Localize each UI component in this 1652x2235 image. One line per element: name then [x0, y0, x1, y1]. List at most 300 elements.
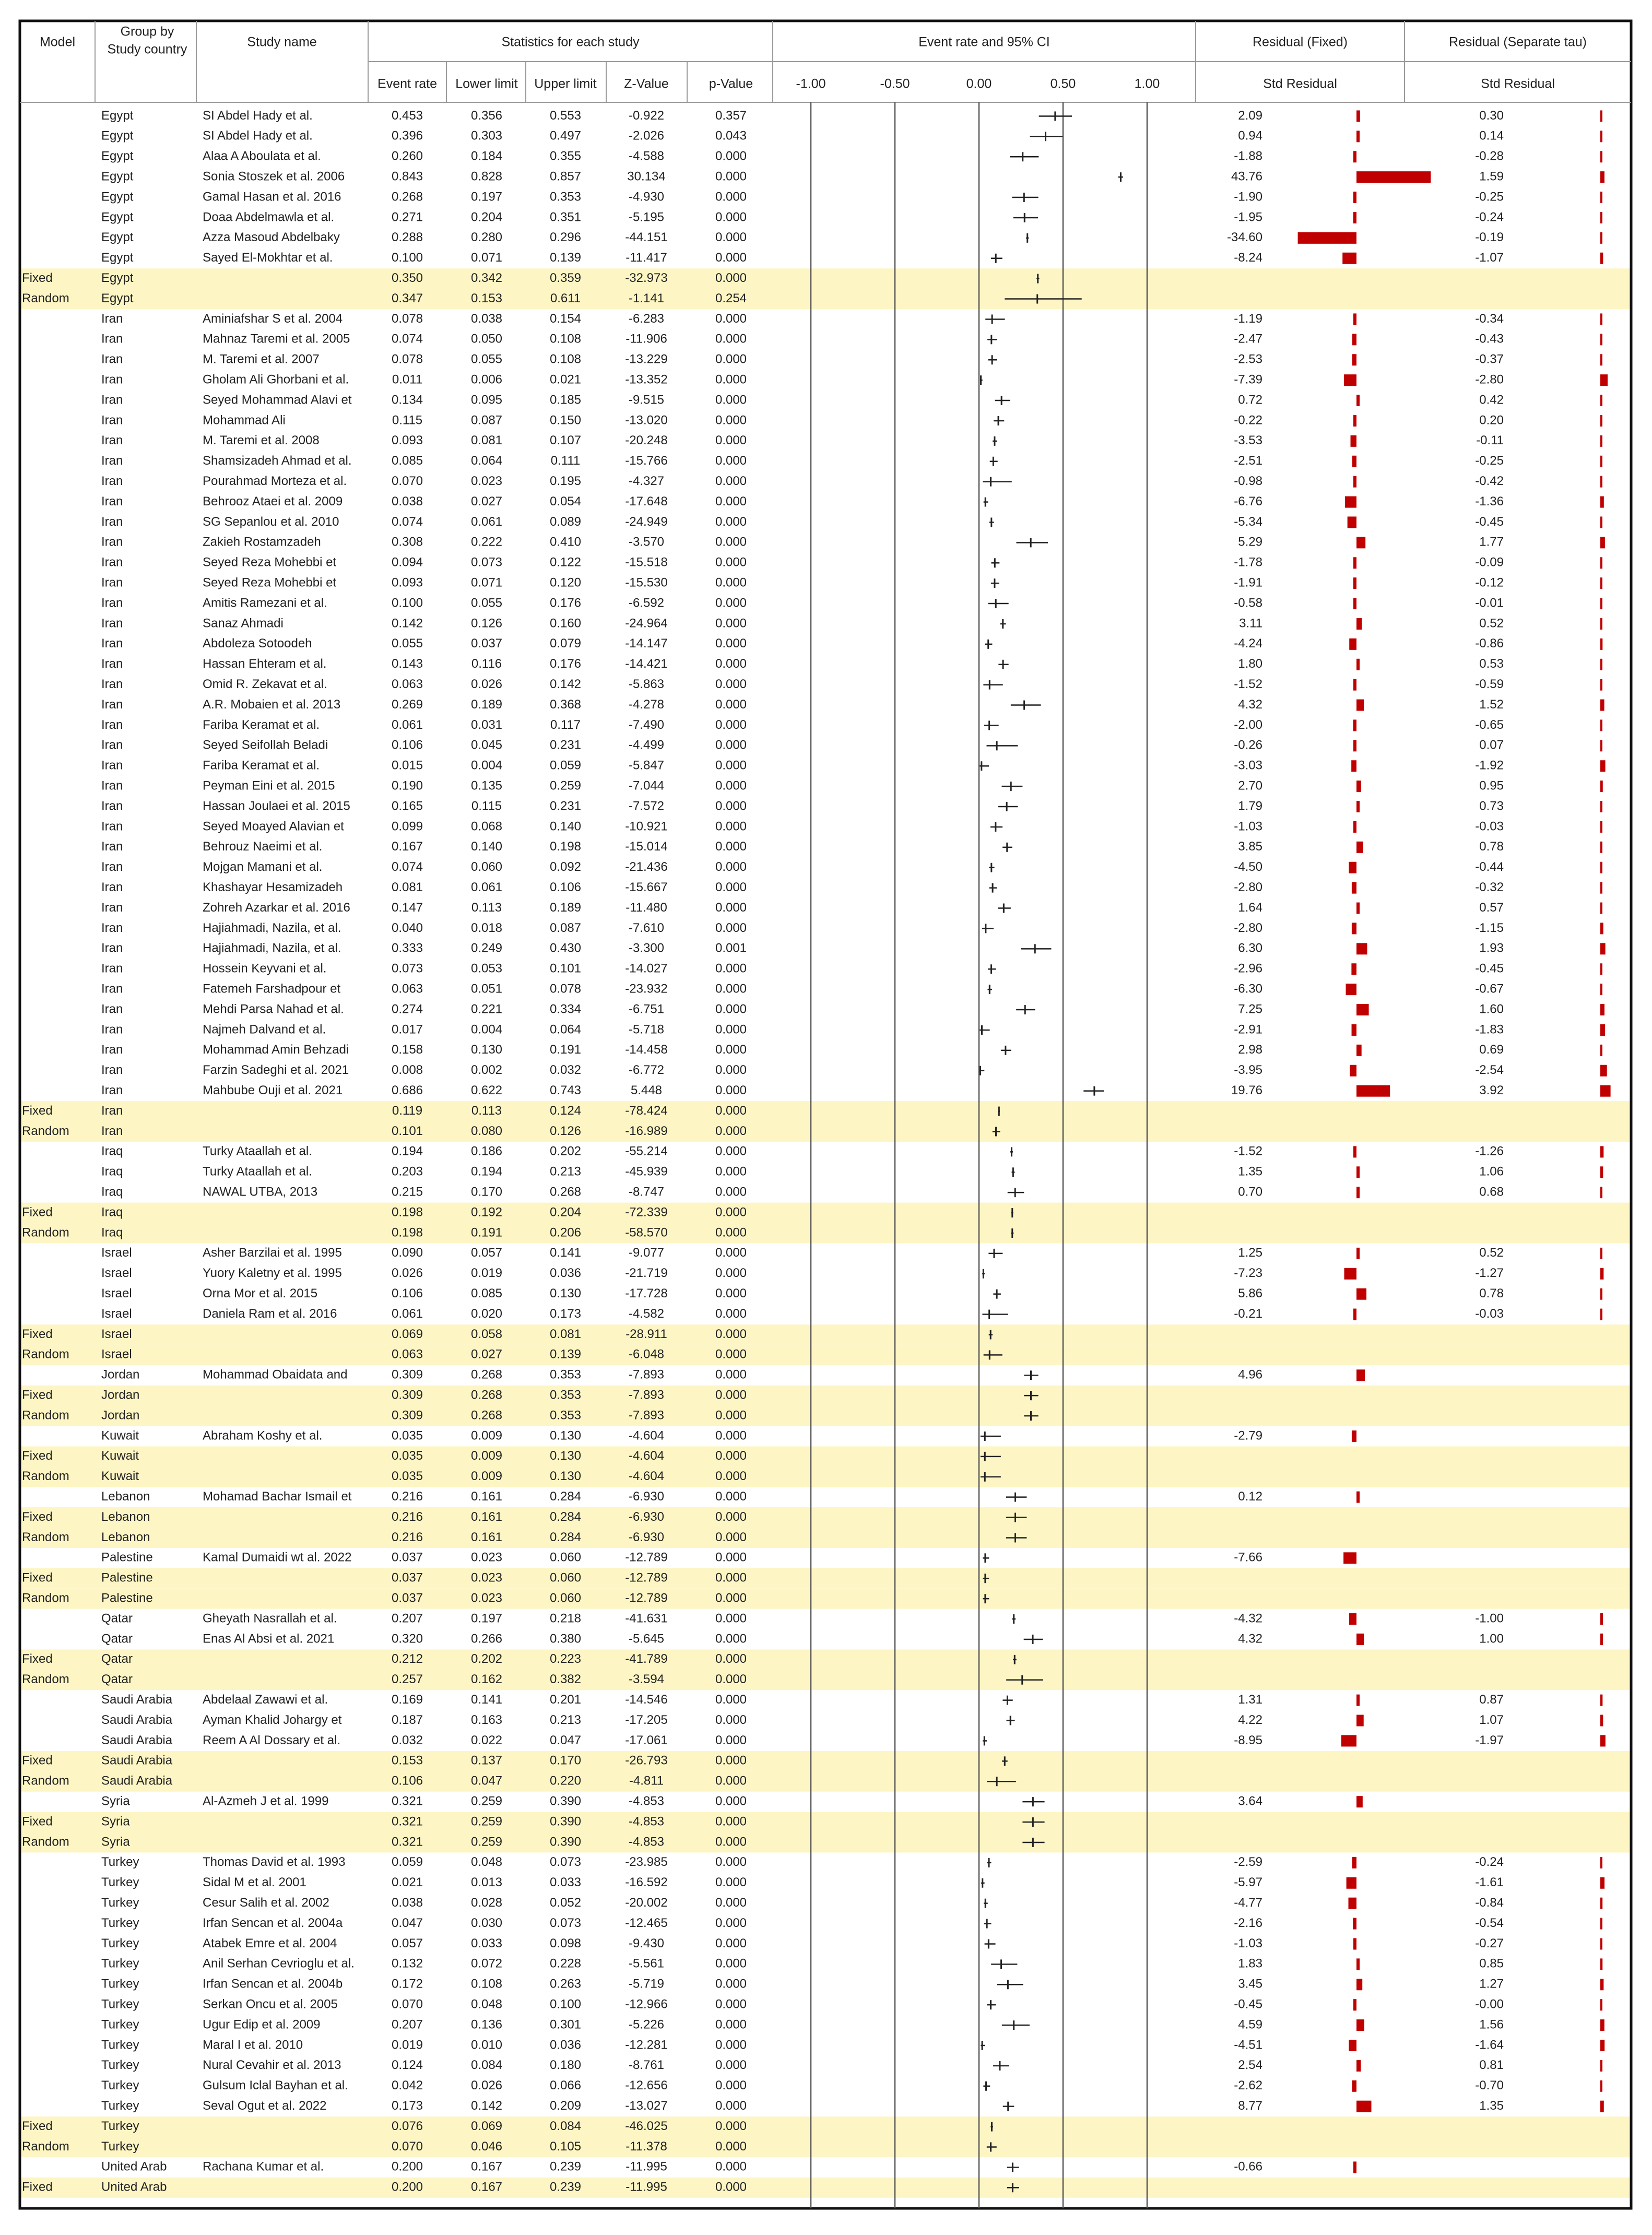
row-stat-lower-limit: 0.191 — [470, 1225, 503, 1240]
row-stat-upper-limit: 0.213 — [549, 1164, 582, 1179]
residual-fixed-value: 19.76 — [1231, 1083, 1262, 1097]
row-stat-p-value: 0.000 — [715, 2139, 747, 2154]
row-group: Turkey — [101, 1855, 139, 1870]
row-group: Iran — [101, 738, 123, 752]
row-stat-event-rate: 0.038 — [391, 1895, 423, 1910]
residual-fixed-value: 6.30 — [1238, 941, 1262, 955]
residual-fixed-bar — [1353, 2161, 1356, 2173]
row-model: Random — [22, 2139, 69, 2154]
row-stat-lower-limit: 0.002 — [470, 1063, 503, 1078]
row-stat-upper-limit: 0.170 — [549, 1753, 582, 1768]
study-row — [101, 657, 1602, 671]
row-stat-lower-limit: 0.342 — [470, 270, 503, 285]
row-stat-upper-limit: 0.189 — [549, 900, 582, 915]
header-col-0: Event rate — [377, 76, 437, 91]
residual-separate-bar — [1600, 1146, 1603, 1157]
row-study-name: Behrouz Naeimi et al. — [203, 839, 323, 854]
row-stat-upper-limit: 0.353 — [549, 1408, 582, 1423]
row-stat-p-value: 0.000 — [715, 1043, 747, 1057]
residual-separate-bar — [1600, 313, 1602, 325]
residual-separate-value: -0.24 — [1475, 210, 1504, 224]
row-stat-lower-limit: 0.221 — [470, 1002, 503, 1016]
row-stat-event-rate: 0.070 — [391, 474, 423, 488]
row-study-name: Amitis Ramezani et al. — [203, 596, 327, 610]
row-group: Kuwait — [101, 1449, 139, 1463]
summary-row-highlight — [20, 1223, 1631, 1244]
residual-fixed-value: -1.90 — [1234, 190, 1262, 204]
row-stat-lower-limit: 0.197 — [470, 1611, 503, 1626]
row-stat-z-value: -3.594 — [628, 1672, 665, 1687]
row-stat-p-value: 0.000 — [715, 1530, 747, 1544]
study-row — [101, 860, 1602, 874]
row-stat-event-rate: 0.021 — [391, 1875, 423, 1890]
row-group: Iran — [101, 413, 123, 428]
row-model: Fixed — [22, 1327, 53, 1341]
residual-separate-value: -2.80 — [1475, 372, 1504, 387]
row-study-name: Turky Ataallah et al. — [203, 1144, 312, 1158]
row-stat-upper-limit: 0.054 — [549, 494, 582, 509]
residual-fixed-bar — [1356, 2060, 1361, 2072]
row-stat-p-value: 0.000 — [715, 1956, 747, 1971]
row-stat-z-value: -46.025 — [625, 2119, 668, 2133]
row-stat-lower-limit: 0.023 — [470, 474, 503, 488]
row-group: Qatar — [101, 1652, 133, 1666]
row-group: Lebanon — [101, 1509, 150, 1524]
residual-fixed-bar — [1356, 1634, 1364, 1645]
row-study-name: Mehdi Parsa Nahad et al. — [203, 1002, 344, 1016]
row-study-name: M. Taremi et al. 2007 — [203, 352, 320, 366]
row-stat-p-value: 0.000 — [715, 230, 747, 245]
row-stat-upper-limit: 0.353 — [549, 1367, 582, 1382]
residual-separate-value: -0.43 — [1475, 332, 1504, 346]
study-row — [101, 941, 1606, 955]
row-stat-lower-limit: 0.136 — [470, 2017, 503, 2032]
row-stat-p-value: 0.000 — [715, 1631, 747, 1646]
row-stat-z-value: -0.922 — [628, 108, 665, 123]
row-stat-z-value: -23.985 — [625, 1855, 668, 1870]
residual-fixed-value: 3.11 — [1239, 616, 1262, 631]
row-stat-z-value: -10.921 — [625, 819, 668, 834]
row-group: Israel — [101, 1266, 132, 1281]
row-group: Israel — [101, 1347, 132, 1362]
residual-fixed-bar — [1353, 1309, 1356, 1320]
summary-row-highlight — [20, 2116, 1631, 2137]
study-row — [101, 1246, 1602, 1260]
row-study-name: Zohreh Azarkar et al. 2016 — [203, 900, 350, 915]
study-row — [101, 555, 1602, 570]
row-stat-upper-limit: 0.220 — [549, 1773, 582, 1788]
row-stat-lower-limit: 0.048 — [470, 1855, 503, 1870]
row-stat-z-value: -12.281 — [625, 2038, 668, 2052]
row-group: Turkey — [101, 2139, 139, 2154]
row-stat-p-value: 0.000 — [715, 1469, 747, 1484]
row-study-name: Sidal M et al. 2001 — [203, 1875, 306, 1890]
residual-fixed-bar — [1298, 232, 1356, 244]
residual-fixed-bar — [1356, 1492, 1360, 1503]
residual-fixed-value: 2.54 — [1238, 2058, 1262, 2073]
row-stat-p-value: 0.000 — [715, 149, 747, 163]
row-stat-lower-limit: 0.055 — [470, 352, 503, 366]
row-stat-p-value: 0.000 — [715, 1875, 747, 1890]
row-stat-upper-limit: 0.228 — [549, 1956, 582, 1971]
row-group: Iraq — [101, 1205, 123, 1220]
row-group: Iran — [101, 657, 123, 671]
study-row — [101, 1794, 1363, 1808]
row-study-name: A.R. Mobaien et al. 2013 — [203, 697, 341, 712]
row-stat-lower-limit: 0.186 — [470, 1144, 503, 1158]
residual-separate-value: -1.26 — [1475, 1144, 1504, 1158]
row-stat-upper-limit: 0.108 — [549, 352, 582, 366]
study-row — [101, 1733, 1606, 1747]
row-stat-event-rate: 0.073 — [391, 961, 423, 976]
row-stat-z-value: -55.214 — [625, 1144, 668, 1158]
residual-separate-value: 0.30 — [1479, 108, 1504, 123]
row-stat-lower-limit: 0.222 — [470, 535, 503, 549]
row-stat-lower-limit: 0.080 — [470, 1124, 503, 1138]
row-stat-lower-limit: 0.828 — [470, 169, 503, 184]
residual-separate-value: -2.54 — [1475, 1063, 1504, 1078]
header-model: Model — [39, 34, 76, 50]
row-stat-lower-limit: 0.072 — [470, 1956, 503, 1971]
row-group: Iran — [101, 352, 123, 366]
study-row — [101, 880, 1602, 894]
summary-row-highlight — [20, 1406, 1631, 1426]
residual-fixed-bar — [1356, 1796, 1363, 1807]
residual-separate-bar — [1600, 618, 1602, 630]
row-study-name: Sanaz Ahmadi — [203, 616, 284, 631]
study-row — [101, 1083, 1611, 1097]
study-row — [101, 352, 1602, 366]
row-stat-event-rate: 0.132 — [391, 1956, 423, 1971]
row-group: Turkey — [101, 1977, 139, 1991]
row-stat-lower-limit: 0.020 — [470, 1306, 503, 1321]
study-row — [101, 1307, 1602, 1321]
residual-fixed-bar — [1356, 1695, 1360, 1706]
residual-separate-bar — [1600, 760, 1606, 772]
residual-fixed-value: -3.53 — [1234, 433, 1262, 448]
row-stat-p-value: 0.000 — [715, 1246, 747, 1260]
header-residual-separate: Residual (Separate tau) — [1448, 34, 1587, 50]
row-stat-event-rate: 0.308 — [391, 535, 423, 549]
row-stat-upper-limit: 0.140 — [549, 819, 582, 834]
row-stat-event-rate: 0.165 — [391, 799, 423, 813]
row-stat-lower-limit: 0.023 — [470, 1570, 503, 1585]
residual-fixed-value: -3.03 — [1234, 758, 1262, 773]
residual-separate-value: 0.68 — [1479, 1185, 1504, 1199]
residual-separate-bar — [1600, 1248, 1602, 1259]
row-stat-p-value: 0.000 — [715, 900, 747, 915]
row-stat-p-value: 0.000 — [715, 1692, 747, 1707]
residual-fixed-value: -1.19 — [1234, 311, 1262, 326]
row-stat-upper-limit: 0.231 — [549, 738, 582, 752]
residual-separate-value: -0.00 — [1475, 1997, 1504, 2012]
residual-separate-value: 1.00 — [1479, 1631, 1504, 1646]
residual-fixed-bar — [1356, 1004, 1369, 1015]
residual-separate-value: 0.69 — [1479, 1043, 1504, 1057]
row-group: Iran — [101, 514, 123, 529]
row-model: Random — [22, 1672, 69, 1687]
row-model: Fixed — [22, 1570, 53, 1585]
row-stat-upper-limit: 0.150 — [549, 413, 582, 428]
row-stat-event-rate: 0.216 — [391, 1509, 423, 1524]
row-stat-upper-limit: 0.130 — [549, 1449, 582, 1463]
row-stat-event-rate: 0.042 — [391, 2078, 423, 2093]
row-group: Egypt — [101, 251, 134, 265]
row-stat-upper-limit: 0.223 — [549, 1652, 582, 1666]
row-group: Iran — [101, 474, 123, 488]
row-model: Fixed — [22, 1652, 53, 1666]
residual-separate-value: 0.07 — [1479, 738, 1504, 752]
row-study-name: Gamal Hasan et al. 2016 — [203, 190, 341, 204]
row-stat-upper-limit: 0.353 — [549, 1388, 582, 1402]
table-header — [40, 25, 1587, 91]
residual-fixed-bar — [1356, 1979, 1362, 1990]
residual-fixed-bar — [1353, 821, 1356, 833]
row-stat-event-rate: 0.037 — [391, 1570, 423, 1585]
row-stat-p-value: 0.000 — [715, 332, 747, 346]
residual-fixed-bar — [1356, 1369, 1365, 1381]
residual-separate-value: -0.42 — [1475, 474, 1504, 488]
row-stat-p-value: 0.000 — [715, 1977, 747, 1991]
residual-fixed-value: 2.09 — [1238, 108, 1262, 123]
row-stat-event-rate: 0.101 — [391, 1124, 423, 1138]
residual-separate-value: -1.97 — [1475, 1733, 1504, 1747]
row-stat-z-value: -44.151 — [625, 230, 668, 245]
row-group: Iran — [101, 941, 123, 955]
row-stat-event-rate: 0.207 — [391, 1611, 423, 1626]
row-stat-upper-limit: 0.101 — [549, 961, 582, 976]
row-group: Iran — [101, 758, 123, 773]
row-stat-p-value: 0.000 — [715, 697, 747, 712]
row-study-name: Farzin Sadeghi et al. 2021 — [203, 1063, 349, 1078]
row-stat-p-value: 0.000 — [715, 494, 747, 509]
row-study-name: Omid R. Zekavat et al. — [203, 677, 327, 691]
forest-tick-label: 1.00 — [1134, 76, 1160, 91]
residual-separate-value: 1.35 — [1479, 2098, 1504, 2113]
study-row — [101, 332, 1602, 346]
study-row — [101, 677, 1602, 691]
residual-fixed-bar — [1356, 618, 1362, 630]
row-stat-p-value: 0.000 — [715, 920, 747, 935]
row-stat-lower-limit: 0.010 — [470, 2038, 503, 2052]
row-group: Iran — [101, 433, 123, 448]
row-stat-event-rate: 0.099 — [391, 819, 423, 834]
row-stat-upper-limit: 0.204 — [549, 1205, 582, 1220]
row-stat-event-rate: 0.032 — [391, 1733, 423, 1747]
row-stat-p-value: 0.000 — [715, 1367, 747, 1382]
study-row — [101, 190, 1602, 204]
row-study-name: Thomas David et al. 1993 — [203, 1855, 346, 1870]
row-stat-z-value: -4.853 — [628, 1814, 665, 1829]
row-stat-upper-limit: 0.130 — [549, 1428, 582, 1443]
row-stat-z-value: -15.518 — [625, 555, 668, 570]
row-group: Turkey — [101, 1956, 139, 1971]
row-stat-event-rate: 0.173 — [391, 2098, 423, 2113]
row-stat-lower-limit: 0.189 — [470, 697, 503, 712]
study-row — [101, 981, 1602, 996]
row-study-name: Doaa Abdelmawla et al. — [203, 210, 335, 224]
row-stat-z-value: -28.911 — [626, 1327, 667, 1341]
row-stat-p-value: 0.000 — [715, 2159, 747, 2174]
residual-fixed-value: -1.95 — [1234, 210, 1262, 224]
residual-fixed-value: 1.35 — [1238, 1164, 1262, 1179]
study-row — [101, 2099, 1604, 2113]
row-study-name: Behrooz Ataei et al. 2009 — [203, 494, 343, 509]
row-group: Turkey — [101, 2098, 139, 2113]
residual-fixed-bar — [1356, 1288, 1366, 1300]
row-group: Palestine — [101, 1550, 153, 1565]
header-study-country: Study country — [107, 42, 187, 57]
forest-tick-label: -0.50 — [880, 76, 910, 91]
row-stat-upper-limit: 0.073 — [549, 1915, 582, 1930]
residual-fixed-value: -0.22 — [1234, 413, 1262, 428]
row-stat-event-rate: 0.026 — [391, 1266, 423, 1281]
row-group: Qatar — [101, 1611, 133, 1626]
row-stat-upper-limit: 0.857 — [549, 169, 582, 184]
residual-separate-bar — [1600, 1187, 1602, 1198]
row-group: Syria — [101, 1814, 130, 1829]
residual-fixed-value: 1.64 — [1238, 900, 1262, 915]
summary-row-highlight — [20, 1101, 1631, 1121]
row-study-name: Gholam Ali Ghorbani et al. — [203, 372, 349, 387]
summary-row-highlight — [20, 1345, 1631, 1365]
row-stat-upper-limit: 0.284 — [549, 1509, 582, 1524]
row-stat-z-value: -11.417 — [626, 251, 667, 265]
row-stat-lower-limit: 0.038 — [470, 311, 503, 326]
study-row — [101, 1631, 1603, 1646]
residual-separate-value: -0.25 — [1475, 454, 1504, 468]
row-stat-event-rate: 0.686 — [391, 1083, 423, 1097]
row-stat-z-value: -4.278 — [628, 697, 665, 712]
row-stat-upper-limit: 0.390 — [549, 1794, 582, 1808]
residual-fixed-bar — [1343, 1552, 1356, 1564]
row-stat-event-rate: 0.011 — [392, 372, 423, 387]
row-stat-z-value: -7.490 — [628, 717, 665, 732]
residual-separate-bar — [1600, 700, 1604, 711]
row-group: Iran — [101, 636, 123, 651]
study-row — [101, 372, 1608, 386]
row-stat-event-rate: 0.271 — [391, 210, 423, 224]
row-stat-event-rate: 0.167 — [391, 839, 423, 854]
row-stat-event-rate: 0.147 — [391, 900, 423, 915]
residual-fixed-value: -2.80 — [1234, 920, 1262, 935]
row-study-name: Peyman Eini et al. 2015 — [203, 778, 335, 793]
row-stat-lower-limit: 0.071 — [470, 575, 503, 590]
residual-fixed-value: -4.77 — [1234, 1895, 1262, 1910]
row-stat-upper-limit: 0.202 — [549, 1144, 582, 1158]
study-row — [101, 210, 1602, 224]
residual-fixed-bar — [1356, 1187, 1360, 1198]
row-stat-z-value: -12.789 — [625, 1591, 668, 1605]
row-stat-z-value: -3.570 — [628, 535, 665, 549]
row-study-name: Cesur Salih et al. 2002 — [203, 1895, 329, 1910]
row-stat-z-value: -12.789 — [625, 1550, 668, 1565]
row-stat-event-rate: 0.203 — [391, 1164, 423, 1179]
row-group: Saudi Arabia — [101, 1733, 173, 1747]
row-stat-p-value: 0.000 — [715, 1124, 747, 1138]
row-stat-event-rate: 0.078 — [391, 352, 423, 366]
row-stat-lower-limit: 0.069 — [470, 2119, 503, 2133]
row-stat-z-value: -58.570 — [625, 1225, 668, 1240]
row-stat-lower-limit: 0.137 — [470, 1753, 503, 1768]
row-model: Fixed — [22, 1449, 53, 1463]
row-stat-z-value: -4.604 — [628, 1428, 665, 1443]
row-stat-event-rate: 0.143 — [391, 657, 423, 671]
row-study-name: SI Abdel Hady et al. — [203, 128, 313, 143]
row-stat-p-value: 0.000 — [715, 799, 747, 813]
row-group: Iran — [101, 677, 123, 691]
row-stat-z-value: -13.352 — [625, 372, 668, 387]
row-stat-z-value: -7.610 — [628, 920, 665, 935]
residual-separate-bar — [1600, 1024, 1605, 1036]
row-stat-event-rate: 0.158 — [391, 1043, 423, 1057]
residual-separate-value: -0.67 — [1475, 981, 1504, 996]
row-stat-lower-limit: 0.259 — [470, 1814, 503, 1829]
row-stat-event-rate: 0.172 — [391, 1977, 423, 1991]
row-stat-z-value: -17.648 — [625, 494, 668, 509]
row-group: Turkey — [101, 1997, 139, 2012]
row-stat-z-value: -6.930 — [628, 1509, 665, 1524]
row-group: Iran — [101, 981, 123, 996]
row-group: Syria — [101, 1835, 130, 1849]
forest-tick-label: 0.00 — [966, 76, 992, 91]
row-group: Iran — [101, 555, 123, 570]
row-stat-lower-limit: 0.135 — [470, 778, 503, 793]
row-group: Iran — [101, 575, 123, 590]
study-row — [101, 697, 1604, 712]
residual-fixed-bar — [1356, 395, 1360, 406]
row-group: Saudi Arabia — [101, 1712, 173, 1727]
residual-fixed-bar — [1353, 313, 1356, 325]
row-group: Saudi Arabia — [101, 1753, 173, 1768]
row-stat-event-rate: 0.200 — [391, 2180, 423, 2194]
row-study-name: Aminiafshar S et al. 2004 — [203, 311, 343, 326]
row-stat-z-value: -24.964 — [625, 616, 668, 631]
row-stat-lower-limit: 0.116 — [471, 657, 502, 671]
row-stat-p-value: 0.000 — [715, 1672, 747, 1687]
row-stat-z-value: -4.499 — [628, 738, 665, 752]
row-stat-z-value: -12.789 — [625, 1570, 668, 1585]
row-group: Iran — [101, 596, 123, 610]
residual-separate-value: -1.27 — [1475, 1266, 1504, 1281]
row-stat-upper-limit: 0.089 — [549, 514, 582, 529]
row-stat-upper-limit: 0.107 — [549, 433, 582, 448]
row-model: Fixed — [22, 2180, 53, 2194]
row-group: Kuwait — [101, 1469, 139, 1484]
row-stat-event-rate: 0.040 — [391, 920, 423, 935]
study-row — [101, 1855, 1602, 1869]
residual-fixed-value: 2.98 — [1238, 1043, 1262, 1057]
residual-separate-value: -1.07 — [1475, 251, 1504, 265]
summary-row-highlight — [20, 1670, 1631, 1690]
residual-fixed-bar — [1341, 1735, 1356, 1746]
residual-separate-value: -0.12 — [1475, 575, 1504, 590]
residual-separate-bar — [1600, 842, 1602, 853]
row-stat-z-value: -4.604 — [628, 1449, 665, 1463]
row-stat-event-rate: 0.320 — [391, 1631, 423, 1646]
residual-separate-value: 0.20 — [1479, 413, 1504, 428]
row-stat-p-value: 0.000 — [715, 1408, 747, 1423]
row-stat-p-value: 0.000 — [715, 860, 747, 874]
row-stat-p-value: 0.000 — [715, 1225, 747, 1240]
row-stat-upper-limit: 0.060 — [549, 1570, 582, 1585]
row-model: Random — [22, 1347, 69, 1362]
row-stat-upper-limit: 0.201 — [549, 1692, 582, 1707]
row-stat-upper-limit: 0.239 — [549, 2180, 582, 2194]
row-stat-z-value: -5.863 — [628, 677, 665, 691]
row-group: Egypt — [101, 169, 134, 184]
row-stat-event-rate: 0.061 — [391, 717, 423, 732]
